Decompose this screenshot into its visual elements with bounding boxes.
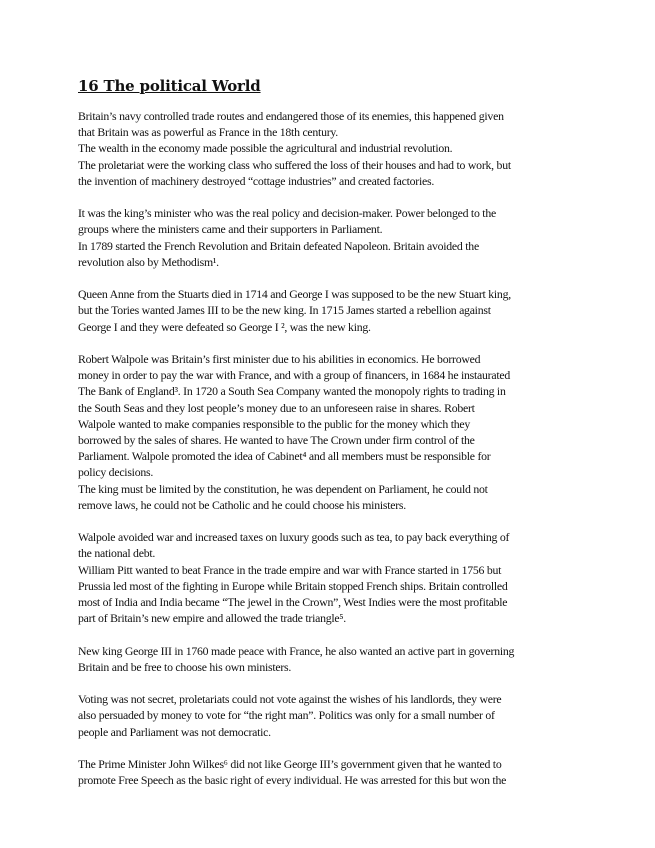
text-line: that Britain was as powerful as France in the 18th century. — [78, 125, 338, 140]
text-line: policy decisions. — [78, 465, 154, 480]
text-line: New king George III in 1760 made peace with France, he also wanted an active part in governing — [78, 643, 515, 658]
text-line: the invention of machinery destroyed “cottage industries” and created factories. — [78, 173, 435, 188]
text-line: The Prime Minister John Wilkes⁶ did not like George III’s government given that he wanted to — [78, 757, 502, 772]
text-line: groups where the ministers came and their supporters in Parliament. — [78, 222, 383, 237]
text-line: The proletariat were the working class who suffered the loss of their houses and had to work, but — [78, 157, 511, 172]
text-line: Voting was not secret, proletariats could not vote against the wishes of his landlords, they were — [78, 692, 502, 707]
text-line: borrowed by the sales of shares. He wanted to have The Crown under firm control of the — [78, 433, 475, 448]
paragraph — [78, 756, 588, 788]
paragraph — [78, 205, 588, 270]
text-line: Robert Walpole was Britain’s first minister due to his abilities in economics. He borrowed — [78, 352, 481, 366]
text-line: Britain’s navy controlled trade routes and endangered those of its enemies, this happened given — [78, 109, 504, 123]
text-line: Walpole avoided war and increased taxes on luxury goods such as tea, to pay back everything of — [78, 530, 510, 545]
paragraph — [78, 529, 588, 626]
paragraph — [78, 108, 588, 189]
page-title: 16 The political World — [78, 77, 261, 95]
paragraph — [78, 691, 588, 740]
text-line: Walpole wanted to make companies responsible to the public for the money which they — [78, 416, 471, 431]
text-line: revolution also by Methodism¹. — [78, 254, 219, 269]
paragraph — [78, 643, 588, 675]
paragraph — [78, 351, 588, 513]
text-line: also persuaded by money to vote for “the right man”. Politics was only for a small number of — [78, 708, 495, 723]
text-line: Parliament. Walpole promoted the idea of Cabinet⁴ and all members must be responsible for — [78, 449, 491, 464]
text-line: but the Tories wanted James III to be the new king. In 1715 James started a rebellion against — [78, 303, 491, 318]
text-line: The Bank of England³. In 1720 a South Sea Company wanted the monopoly rights to trading in — [78, 384, 506, 399]
text-line: It was the king’s minister who was the real policy and decision-maker. Power belonged to the — [78, 206, 496, 221]
text-line: The wealth in the economy made possible the agricultural and industrial revolution. — [78, 141, 453, 156]
text-line: William Pitt wanted to beat France in the trade empire and war with France started in 1756 but — [78, 562, 502, 577]
text-line: the national debt. — [78, 546, 156, 561]
paragraph — [78, 286, 588, 335]
text-line: Queen Anne from the Stuarts died in 1714 and George I was supposed to be the new Stuart king, — [78, 287, 511, 302]
text-line: people and Parliament was not democratic. — [78, 724, 271, 739]
document-body — [78, 108, 588, 805]
text-line: most of India and India became “The jewel in the Crown”, West Indies were the most profitable — [78, 595, 508, 610]
text-line: remove laws, he could not be Catholic and he could choose his ministers. — [78, 497, 406, 512]
text-line: the South Seas and they lost people’s money due to an unforeseen raise in shares. Robert — [78, 400, 475, 415]
text-line: part of Britain’s new empire and allowed the trade triangle⁵. — [78, 611, 346, 626]
text-line: In 1789 started the French Revolution and Britain defeated Napoleon. Britain avoided the — [78, 238, 479, 253]
text-line: Britain and be free to choose his own ministers. — [78, 659, 292, 674]
text-line: The king must be limited by the constitution, he was dependent on Parliament, he could not — [78, 481, 488, 496]
text-line: promote Free Speech as the basic right of every individual. He was arrested for this but won the — [78, 773, 507, 788]
text-line: Prussia led most of the fighting in Europe while Britain stopped French ships. Britain controlled — [78, 578, 508, 593]
text-line: George I and they were defeated so George I ², was the new king. — [78, 319, 371, 334]
text-line: money in order to pay the war with France, and with a group of financers, in 1684 he instaurated — [78, 368, 511, 383]
